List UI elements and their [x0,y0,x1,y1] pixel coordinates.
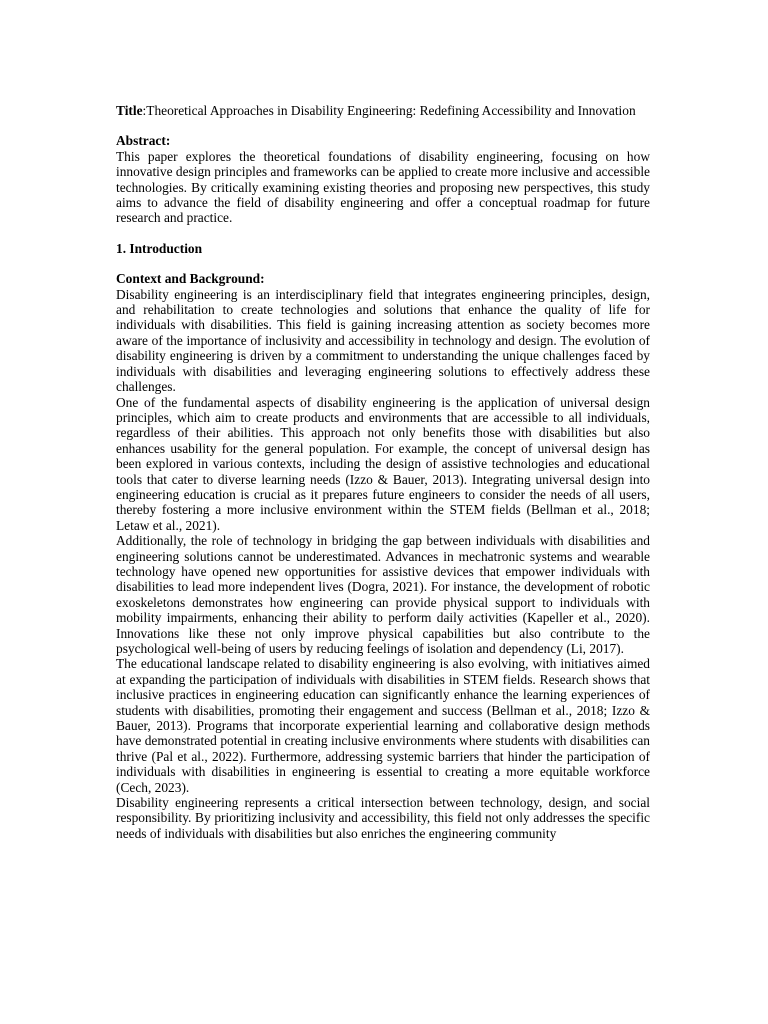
title-label: Title [116,103,143,118]
abstract-section [116,133,650,225]
document-page [116,103,650,841]
abstract-heading: Abstract: [116,133,171,149]
subsection-heading-context: Context and Background: [116,271,265,287]
document-title [116,103,650,118]
abstract-text: This paper explores the theoretical foundations of disability engineering, focusing on how innovative design principles and frameworks can be applied to create more inclusive and accessible technologies. By critically examining existing theories and proposing new perspectives, this study aims to advance the field of disability engineering and offer a conceptual roadmap for future research and practice. [116,148,650,226]
context-background-section [116,271,650,841]
body-paragraph: Additionally, the role of technology in bridging the gap between individuals with disabilities and engineering solutions cannot be underestimated. Advances in mechatronic systems and wearable technology have opened new opportunities for assistive devices that empower individuals with disabilities to lead more independent lives (Dogra, 2021). For instance, the development of robotic exoskeletons demonstrates how engineering can provide physical support to individuals with mobility impairments, enhancing their ability to perform daily activities (Kapeller et al., 2020). Innovations like these not only improve physical capabilities but also contribute to the psychological well-being of users by reducing feelings of isolation and dependency (Li, 2017). [116,533,650,656]
title-text: :Theoretical Approaches in Disability Engineering: Redefining Accessibility and Innovation [142,103,636,118]
body-paragraph: The educational landscape related to disability engineering is also evolving, with initiatives aimed at expanding the participation of individuals with disabilities in STEM fields. Research shows that inclusive practices in engineering education can significantly enhance the learning experiences of students with disabilities, promoting their engagement and success (Bellman et al., 2018; Izzo & Bauer, 2013). Programs that incorporate experiential learning and collaborative design methods have demonstrated potential in creating inclusive environments where students with disabilities can thrive (Pal et al., 2022). Furthermore, addressing systemic barriers that hinder the participation of individuals with disabilities in engineering is essential to creating a more equitable workforce (Cech, 2023). [116,656,650,795]
body-paragraph: Disability engineering represents a critical intersection between technology, design, and social responsibility. By prioritizing inclusivity and accessibility, this field not only addresses the specific needs of individuals with disabilities but also enriches the engineering community [116,795,650,841]
body-paragraph: One of the fundamental aspects of disability engineering is the application of universal design principles, which aim to create products and environments that are accessible to all individuals, regardless of their abilities. This approach not only benefits those with disabilities but also enhances usability for the general population. For example, the concept of universal design has been explored in various contexts, including the design of assistive technologies and educational tools that cater to diverse learning needs (Izzo & Bauer, 2013). Integrating universal design into engineering education is crucial as it prepares future engineers to consider the needs of all users, thereby fostering a more inclusive environment within the STEM fields (Bellman et al., 2018; Letaw et al., 2021). [116,394,650,533]
introduction-section [116,241,650,256]
body-paragraph: Disability engineering is an interdisciplinary field that integrates engineering principles, design, and rehabilitation to create technologies and solutions that enhance the quality of life for individuals with disabilities. This field is gaining increasing attention as society becomes more aware of the importance of inclusivity and accessibility in technology and design. The evolution of disability engineering is driven by a commitment to understanding the unique challenges faced by individuals with disabilities and leveraging engineering solutions to effectively address these challenges. [116,286,650,395]
section-heading-introduction: 1. Introduction [116,240,203,256]
